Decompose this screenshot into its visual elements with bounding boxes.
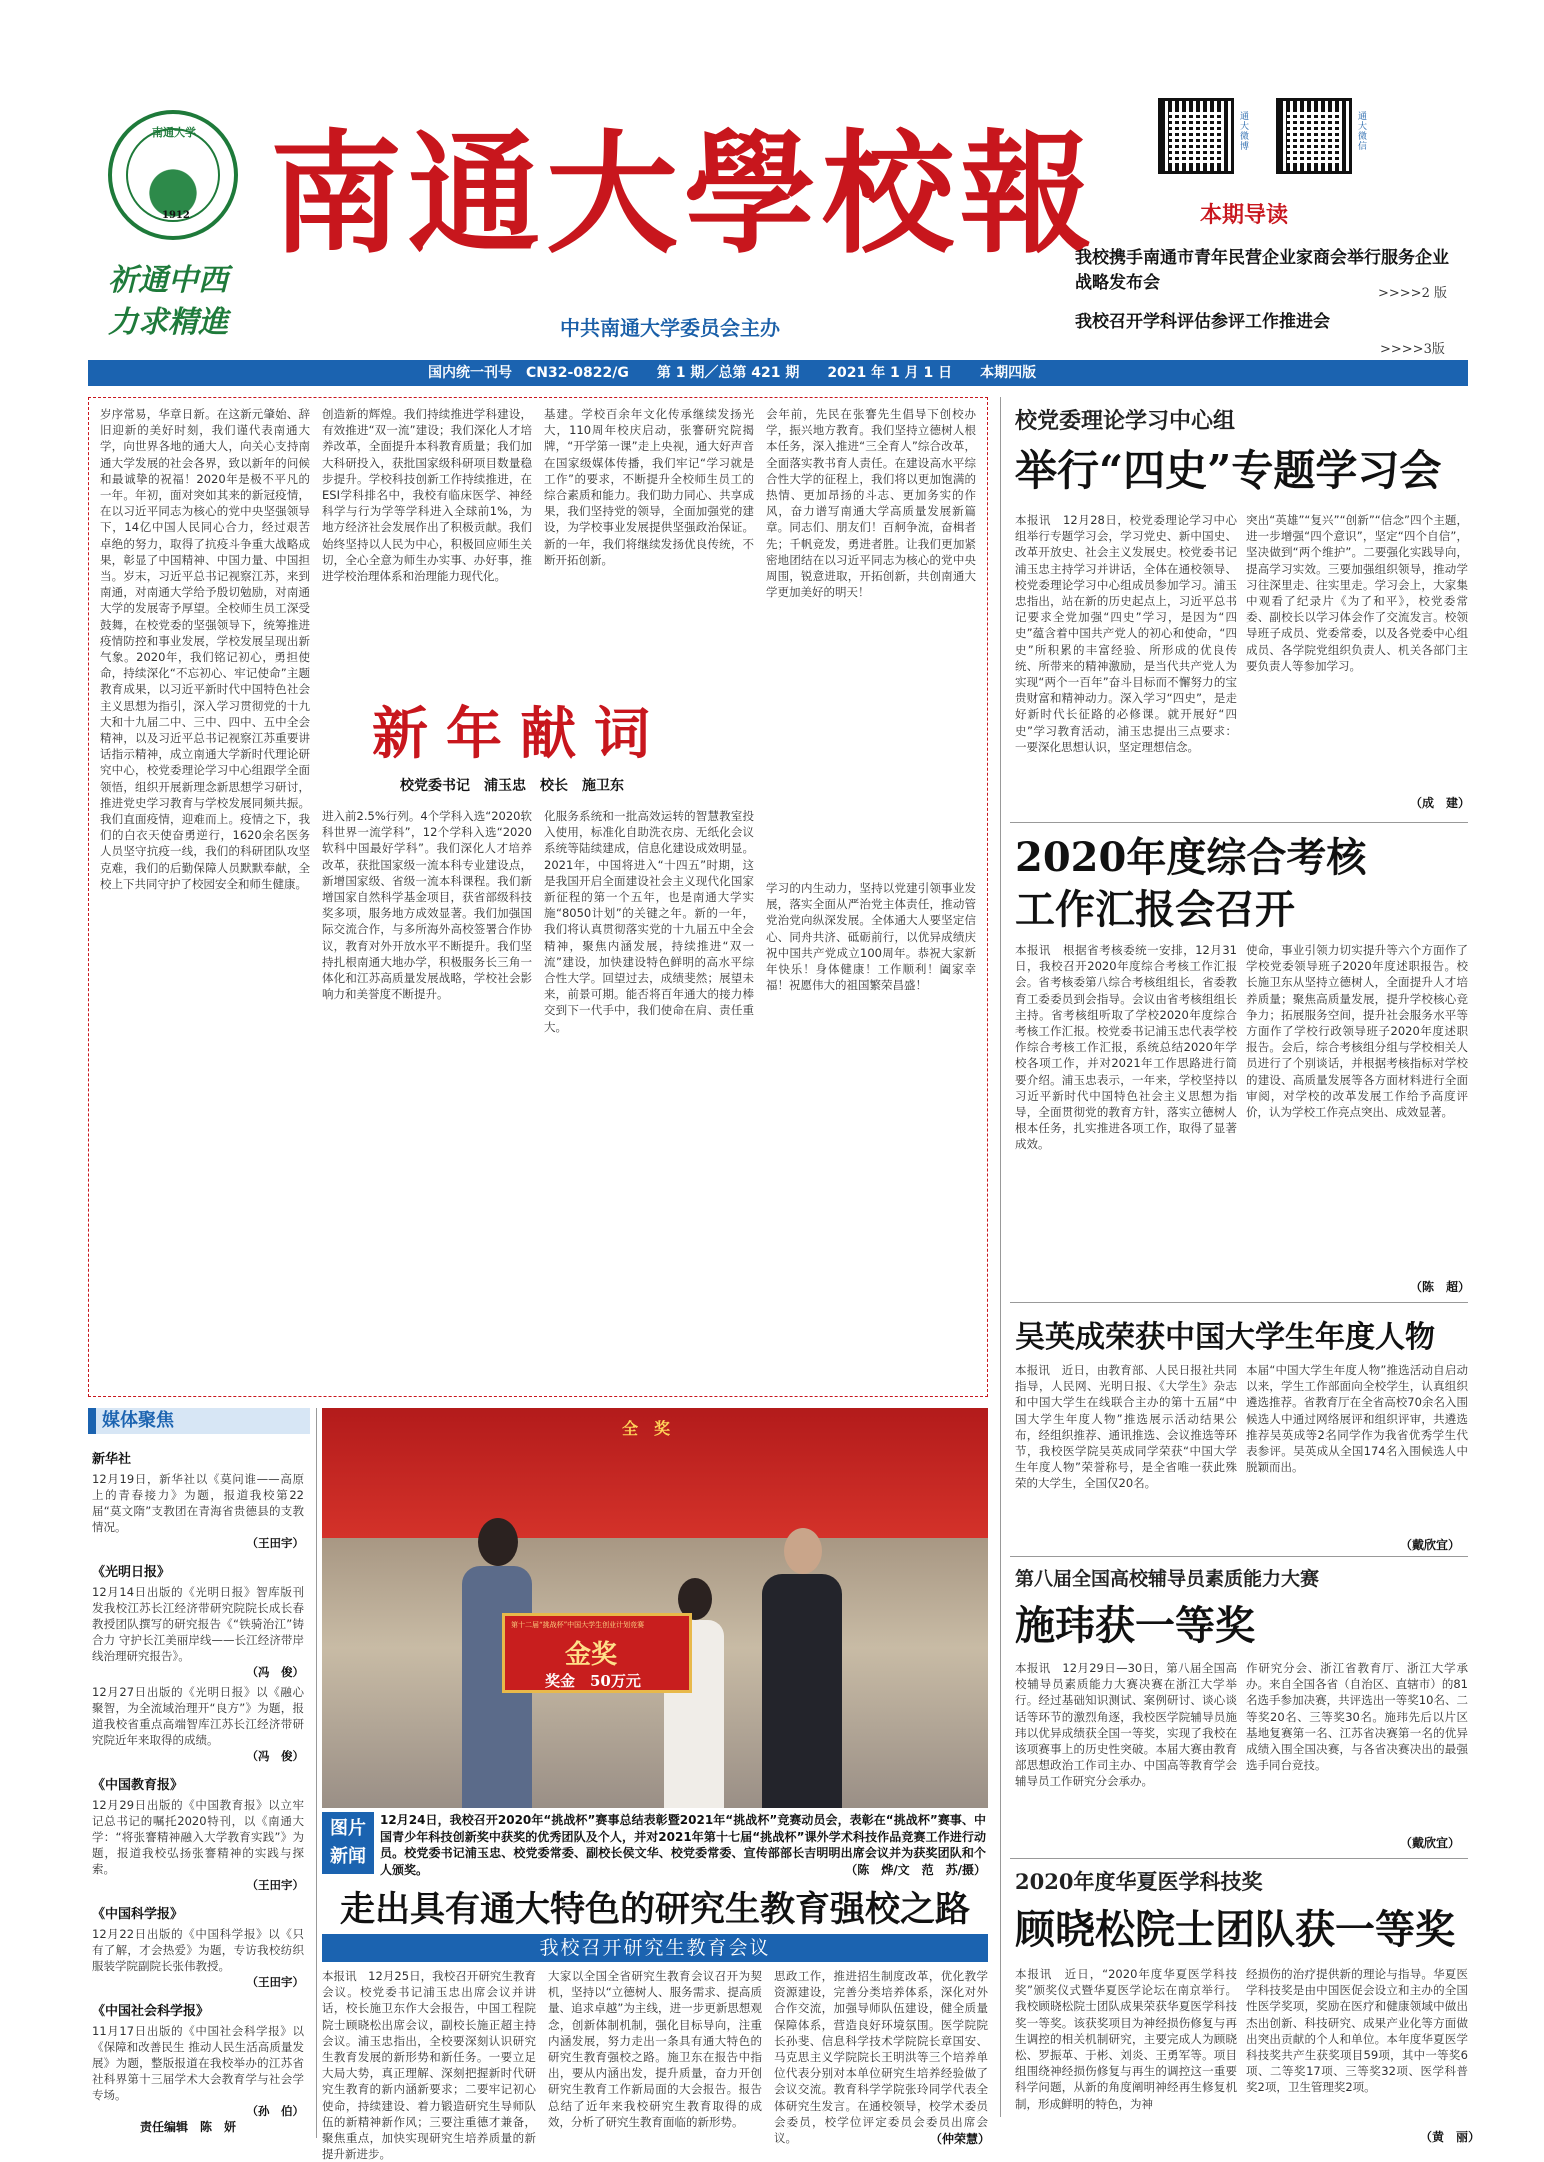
media-source: 《光明日报》 <box>92 1565 171 1580</box>
media-item: 12月14日出版的《光明日报》智库版刊发我校江苏长江经济带研究院院长成长春教授团队撰写的研究报告《“铁骑治江”铸合力 守护长江美丽岸线——长江经济带岸线治理研究报告》。 （冯 俊） <box>92 1585 304 1679</box>
newyear-col-2b: 进入前2.5%行列。4个学科入选“2020软科世界一流学科”，12个学科入选“2020软科中国最好学科”。我们深化人才培养改革，获批国家级一流本科专业建设点，新增国家级、省级一流本科课程。我们新增国家自然科学基金项目，获省部级科技奖多项，服务地方成效显著。我们加强国际交流合作，与多所海外高校签署合作协议，教育对外开放水平不断提升。我们坚持扎根南通大地办学，积极服务长三角一体化和江苏高质量发展战略，学校社会影响力和美誉度不断提升。 <box>322 809 532 1002</box>
media-source: 新华社 <box>92 1452 132 1467</box>
gulong-title: 顾晓松院士团队获一等奖 <box>1015 1906 1455 1953</box>
history-col-1: 本报讯 12月28日，校党委理论学习中心组举行专题学习会，学习党史、新中国史、改革开放史、社会主义发展史。校党委书记浦玉忠主持学习并讲话，全体在通校领导、校党委理论学习中心组成员参加学习。浦玉忠指出，站在新的历史起点上，习近平总书记要求全党加强“四史”学习，是因为“四史”蕴含着中国共产党人的初心和使命，“四史”所积累的丰富经验、所形成的优良传统、所带来的精神激励，是当代共产党人为实现“两个一百年”奋斗目标而不懈努力的宝贵财富和精神动力。深入学习“四史”，是走好新时代长征路的必修课。就开展好“四史”学习教育活动，浦玉忠提出三点要求：一要深化思想认识，坚定理想信念。 <box>1015 513 1237 754</box>
history-kicker: 校党委理论学习中心组 <box>1015 409 1236 434</box>
grad-col-2: 大家以全国全省研究生教育会议召开为契机，坚持以“立德树人、服务需求、提高质量、追求卓越”为主线，进一步更新思想观念，创新体制机制，强化目标导向，注重内涵发展，努力走出一条具有通大特色的研究生教育强校之路。施卫东在报告中指出，要从内涵出发，提升质量，奋力开创研究生教育工作新局面的大会报告。报告总结了近年来我校研究生教育取得的成效，分析了研究生教育面临的新形势。 <box>548 1969 762 2129</box>
history-author: （成 建） <box>1410 796 1471 810</box>
media-title-bar <box>88 1408 310 1434</box>
history-title: 举行“四史”专题学习会 <box>1015 446 1442 495</box>
media-source: 《中国教育报》 <box>92 1778 184 1793</box>
media-item: 12月29日出版的《中国教育报》以立牢记总书记的嘱托2020特刊，以《南通大学：“将张謇精神融入大学教育实践”》为题，报道我校弘扬张謇精神的实践与探索。 （王田宇） <box>92 1798 304 1892</box>
gulong-col-1: 本报讯 近日，“2020年度华夏医学科技奖”颁奖仪式暨华夏医学论坛在南京举行。我校顾晓松院士团队成果荣获华夏医学科技奖一等奖。该获奖项目为神经损伤修复与再生调控的相关机制研究，主要完成人为顾晓松、罗振革、于彬、刘炎、王勇军等。项目组围绕神经损伤修复与再生的调控这一重要科学问题，从新的角度阐明神经再生修复机制，形成鲜明的特色，为神 <box>1015 1967 1237 2111</box>
issue-bar <box>88 360 1468 386</box>
assess-col-2: 使命，事业引领力切实提升等六个方面作了学校党委领导班子2020年度述职报告。校长施卫东从坚持立德树人，全面提升人才培养质量；聚焦高质量发展，提升学校核心竞争力；拓展服务空间，提升社会服务水平等方面作了学校行政领导班子2020年度述职报告。会后，综合考核组分组与学校相关人员进行了个别谈话，并根据考核指标对学校的建设、高质量发展等各方面材料进行全面审阅，对学校的改革发展工作给予高度评价，认为学校工作亮点突出、成效显著。 <box>1246 943 1468 1120</box>
wechat-qr-code <box>1276 98 1352 174</box>
check-award: 金奖 <box>565 1640 618 1670</box>
gulong-author: （黄 丽） <box>1420 2130 1481 2144</box>
counselor-col-1: 本报讯 12月29日—30日，第八届全国高校辅导员素质能力大赛决赛在浙江大学举行。经过基础知识测试、案例研讨、谈心谈话等环节的激烈角逐，我校医学院辅导员施玮以优异成绩获全国一等奖，实现了我校在该项赛事上的历史性突破。本届大赛由教育部思想政治工作司主办、中国高等教育学会辅导员工作研究分会承办。 <box>1015 1661 1237 1789</box>
media-item: 12月19日，新华社以《莫问谁——高原上的青春接力》为题，报道我校第22届“莫文隋”支教团在青海省贵德县的支教情况。 （王田宇） <box>92 1472 304 1550</box>
grad-subtitle-bar <box>322 1934 988 1962</box>
photo-caption <box>380 1812 986 1878</box>
grad-subtitle: 我校召开研究生教育会议 <box>539 1937 771 1959</box>
guide-title: 本期导读 <box>1200 203 1289 228</box>
counselor-title: 施玮获一等奖 <box>1015 1602 1255 1649</box>
media-list <box>92 1438 304 2119</box>
newyear-col-1: 岁序常易，华章日新。在这新元肇始、辞旧迎新的美好时刻，我们谨代表南通大学，向世界各地的通大人，向关心支持南通大学发展的社会各界，致以新年的问候和最诚挚的祝福！2020年是极不平凡的一年。年初，面对突如其来的新冠疫情，在以习近平同志为核心的党中央坚强领导下，14亿中国人民同心合力，经过艰苦卓绝的努力，取得了抗疫斗争重大战略成果，彰显了中国精神、中国力量、中国担当。岁末，习近平总书记视察江苏，来到南通，对南通大学给予殷切勉励，对南通大学的发展寄予厚望。全校师生员工深受鼓舞，在校党委的坚强领导下，统筹推进疫情防控和事业发展，学校发展呈现出新气象。2020年，我们铭记初心，勇担使命，持续深化“不忘初心、牢记使命”主题教育成果，以习近平新时代中国特色社会主义思想为指引，深入学习贯彻党的十九大和十九届二中、三中、四中、五中全会精神，以及习近平总书记视察江苏重要讲话指示精神，成立南通大学新时代理论研究中心，校党委理论学习中心组跟学全面领悟，组织开展新理念新思想学习研讨，推进党史学习教育与学校发展同频共振。我们直面疫情，迎难而上。疫情之下，我们的白衣天使奋勇逆行，1620余名医务人员坚守抗疫一线，我们的科研团队攻坚克难，我们的后勤保障人员默默奉献，全校上下共同守护了校园安全和师生健康。 <box>100 407 310 891</box>
divider <box>1010 1858 1468 1859</box>
photo-tag: 图片新闻 <box>322 1812 374 1874</box>
newyear-authors: 校党委书记 浦玉忠 校长 施卫东 <box>400 778 624 794</box>
grad-author: （仲荣慧） <box>930 2132 991 2146</box>
media-source: 《中国科学报》 <box>92 1907 184 1922</box>
motto-line-2: 力求精進 <box>108 305 228 340</box>
wuying-col-1: 本报讯 近日，由教育部、人民日报社共同指导，人民网、光明日报、《大学生》杂志和中国大学生在线联合主办的第十五届“中国大学生年度人物”推选展示活动结果公布，经组织推荐、通讯推选、会议推选等环节，我校医学院吴英成同学荣获“中国大学生年度人物”荣誉称号，是全省唯一获此殊荣的大学生，全国仅20名。 <box>1015 1363 1237 1491</box>
divider <box>1010 1556 1468 1557</box>
motto-line-1: 祈通中西 <box>108 263 228 298</box>
guide-item-1-page: >>>>2 版 <box>1378 286 1447 301</box>
assess-author: （陈 超） <box>1410 1280 1471 1294</box>
weibo-qr-label: 通大微博 <box>1240 112 1250 152</box>
guide-item-1-text: 我校携手南通市青年民营企业家商会举行服务企业战略发布会 <box>1075 248 1449 293</box>
newyear-col-2: 创造新的辉煌。我们持续推进学科建设，有效推进“双一流”建设；我们深化人才培养改革，全面提升本科教育质量；我们加大科研投入，获批国家级科研项目数量稳步提升。学校科技创新工作持续推进，在ESI学科排名中，我校有临床医学、神经科学与行为学等学科进入全球前1%，为地方经济社会发展作出了积极贡献。我们始终坚持以人民为中心，积极回应师生关切，全心全意为师生办实事、办好事，推进学校治理体系和治理能力现代化。 <box>322 407 532 584</box>
counselor-author: （戴欣宜） <box>1400 1836 1461 1850</box>
media-item: 11月17日出版的《中国社会科学报》以《保障和改善民生 推动人民生活高质量发展》为题，整版报道在我校举办的江苏省社科界第十三届学术大会教育学与社会学专场。 （孙 伯） <box>92 2024 304 2118</box>
assess-col-1: 本报讯 根据省考核委统一安排，12月31日，我校召开2020年度综合考核工作汇报会。省考核委第八综合考核组组长，省委教育工委委员到会指导。会议由省考核组组长主持。省考核组听取了学校2020年度综合考核工作汇报。校党委书记浦玉忠代表学校作综合考核工作汇报，系统总结2020年学校各项工作，并对2021年工作思路进行简要介绍。浦玉忠表示，一年来，学校坚持以习近平新时代中国特色社会主义思想为指导，全面贯彻党的教育方针，落实立德树人根本任务，扎实推进各项工作，取得了显著成效。 <box>1015 943 1237 1152</box>
newspaper-title: 南通大學校報 <box>270 117 1098 272</box>
issue-info: 国内统一刊号 CN32-0822/G 第 1 期／总第 421 期 2021 年 1 月 1 日 本期四版 <box>428 365 1037 381</box>
wechat-qr-label: 通大微信 <box>1358 112 1368 152</box>
counselor-col-2: 作研究分会、浙江省教育厅、浙江大学承办。来自全国各省（自治区、直辖市）的81名选手参加决赛，共评选出一等奖10名、二等奖20名、三等奖30名。施玮先后以片区基地复赛第一名、江苏省决赛第一名的优异成绩入围全国决赛，与各省决赛决出的最强选手同台竞技。 <box>1246 1661 1468 1773</box>
masthead <box>0 0 1544 370</box>
media-title: 媒体聚焦 <box>102 1410 174 1431</box>
photo-caption-author: （陈 烨/文 范 苏/摄） <box>845 1862 986 1877</box>
grad-col-1: 本报讯 12月25日，我校召开研究生教育会议。校党委书记浦玉忠出席会议并讲话，校长施卫东作大会报告，中国工程院院士顾晓松出席会议，副校长施正超主持会议。浦玉忠指出，全校要深刻认识研究生教育发展的新形势和新任务。一要立足大局大势，真正理解、深刻把握新时代研究生教育的新内涵新要求；二要牢记初心使命，持续建设、着力锻造研究生导师队伍的新精神新作风；三要注重德才兼备，聚焦重点，加快实现研究生培养质量的新提升新进步。 <box>322 1969 536 2162</box>
newyear-col-4: 会年前，先民在张謇先生倡导下创校办学，振兴地方教育。我们坚持立德树人根本任务，深入推进“三全育人”综合改革，全面落实教书育人责任。在建设高水平综合性大学的征程上，我们将以更加饱满的热情、更加昂扬的斗志、更加务实的作风，奋力谱写南通大学高质量发展新篇章。同志们、朋友们！百舸争流，奋楫者先；千帆竞发，勇进者胜。让我们更加紧密地团结在以习近平同志为核心的党中央周围，锐意进取，开拓创新，共创南通大学更加美好的明天！ <box>766 407 976 600</box>
award-check <box>502 1613 692 1693</box>
backdrop-banner <box>322 1408 988 1538</box>
person-right <box>762 1528 842 1808</box>
gulong-kicker: 2020年度华夏医学科技奖 <box>1015 1869 1263 1894</box>
weibo-qr-code <box>1158 98 1234 174</box>
university-logo: 南通大学 1912 <box>108 110 238 240</box>
grad-title: 走出具有通大特色的研究生教育强校之路 <box>339 1889 970 1930</box>
wuying-title: 吴英成荣获中国大学生年度人物 <box>1015 1320 1435 1355</box>
award-photo <box>322 1408 988 1808</box>
newyear-title: 新年献词 <box>372 701 668 767</box>
media-divider <box>316 1408 317 2138</box>
assess-title: 2020年度综合考核工作汇报会召开 <box>1015 834 1367 933</box>
history-col-2: 突出“英雄”“复兴”“创新”“信念”四个主题，进一步增强“四个意识”，坚定“四个自信”，坚决做到“两个维护”。二要强化实践导向，提高学习实效。三要加强组织领导，推动学习往深里走、往实里走。学习会上，大家集中观看了纪录片《为了和平》，校党委常委、副校长以学习体会作了交流发言。校领导班子成员、党委常委，以及各党委中心组成员、各学院党组织负责人、机关各部门主要负责人等参加学习。 <box>1246 513 1468 673</box>
grad-col-3: 思政工作，推进招生制度改革，优化教学资源建设，完善分类培养体系，深化对外合作交流，加强导师队伍建设，健全质量保障体系，营造良好环境氛围。医学院院长孙斐、信息科学技术学院院长章国安、马克思主义学院院长王明洪等三个培养单位代表分别对本单位研究生培养经验做了会议交流。教育科学学院张玲同学代表全体研究生发言。在通校领导，校学术委员会委员，校学位评定委员会委员出席会议。 <box>774 1969 988 2146</box>
photo-caption-text: 12月24日，我校召开2020年“挑战杯”赛事总结表彰暨2021年“挑战杯”竞赛动员会，表彰在“挑战杯”赛事、中国青少年科技创新奖中获奖的优秀团队及个人，并对2021年第十七届“挑战杯”课外学术科技作品竞赛工作进行动员。校党委书记浦玉忠、校党委常委、副校长侯文华、校党委常委、宣传部部长吉明明出席会议并为获奖团队和个人颁奖。 <box>380 1813 986 1877</box>
editor-credit: 责任编辑 陈 妍 <box>140 2120 237 2134</box>
media-item: 12月27日出版的《光明日报》以《融心聚智，为全流域治理开“良方”》为题，报道我校省重点高端智库江苏长江经济带研究院近年来取得的成绩。 （冯 俊） <box>92 1685 304 1763</box>
wuying-author: （戴欣宜） <box>1400 1538 1461 1552</box>
newyear-col-3: 基建。学校百余年文化传承继续发扬光大，110周年校庆启动，张謇研究院揭牌，“开学第一课”走上央视，通大好声音在国家级媒体传播，我们牢记“学习就是工作”的要求，不断提升全校师生员工的综合素质和能力。我们助力同心、共享成果，我们坚持党的领导，全面加强党的建设，为学校事业发展提供坚强政治保证。新的一年，我们将继续发扬优良传统，不断开拓创新。 <box>544 407 754 567</box>
gulong-col-2: 经损伤的治疗提供新的理论与指导。华夏医学科技奖是由中国医促会设立和主办的全国性医学奖项，奖励在医疗和健康领域中做出杰出创新、科技研究、成果产业化等方面做出突出贡献的个人和单位。本年度华夏医学科技奖共产生获奖项目59项，其中一等奖6项、二等奖17项、三等奖32项、医学科普奖2项，卫生管理奖2项。 <box>1246 1967 1468 2095</box>
media-source: 《中国社会科学报》 <box>92 2004 210 2019</box>
media-item: 12月22日出版的《中国科学报》以《只有了解，才会热爱》为题，专访我校纺织服装学院副院长张伟教授。 （王田宇） <box>92 1927 304 1989</box>
backdrop-banner-text: 全 奖 <box>622 1419 671 1438</box>
wuying-col-2: 本届“中国大学生年度人物”推选活动自启动以来，学生工作部面向全校学生，认真组织遴选推荐。省教育厅在全省高校70余名入围候选人中通过网络展评和组织评审，共遴选推荐吴英成等2名同学作为我省优秀学生代表参评。吴英成从全国174名入围候选人中脱颖而出。 <box>1246 1363 1468 1475</box>
newyear-col-4b: 学习的内生动力，坚持以党建引领事业发展，落实全面从严治党主体责任，推动管党治党向纵深发展。全体通大人要坚定信心、同舟共济、砥砺前行，以优异成绩庆祝中国共产党成立100周年。恭祝大家新年快乐！身体健康！工作顺利！阖家幸福！祝愿伟大的祖国繁荣昌盛！ <box>766 881 976 993</box>
newyear-col-3b: 化服务系统和一批高效运转的智慧教室投入使用，标准化自助洗衣房、无纸化会议系统等陆续建成，信息化建设成效明显。2021年，中国将进入“十四五”时期，这是我国开启全面建设社会主义现代化国家新征程的第一个五年，也是南通大学实施“8050计划”的关键之年。新的一年，我们将认真贯彻落实党的十九届五中全会精神，聚焦内涵发展，持续推进“双一流”建设，加快建设特色鲜明的高水平综合性大学。回望过去，成绩斐然；展望未来，前景可期。能否将百年通大的接力棒交到下一代手中，我们使命在肩、责任重大。 <box>544 809 754 1034</box>
check-amount: 奖金 50万元 <box>545 1672 641 1690</box>
guide-item-2-page: >>>>3版 <box>1380 342 1445 357</box>
guide-item-2: 我校召开学科评估参评工作推进会 <box>1075 312 1330 332</box>
motto <box>108 260 228 344</box>
counselor-kicker: 第八届全国高校辅导员素质能力大赛 <box>1015 1568 1320 1590</box>
divider <box>1010 822 1468 823</box>
divider <box>1010 1302 1468 1303</box>
host-line: 中共南通大学委员会主办 <box>560 316 780 340</box>
check-text: 第十二届“挑战杯”中国大学生创业计划竞赛 <box>511 1621 645 1629</box>
right-column-divider <box>1000 397 1001 2117</box>
